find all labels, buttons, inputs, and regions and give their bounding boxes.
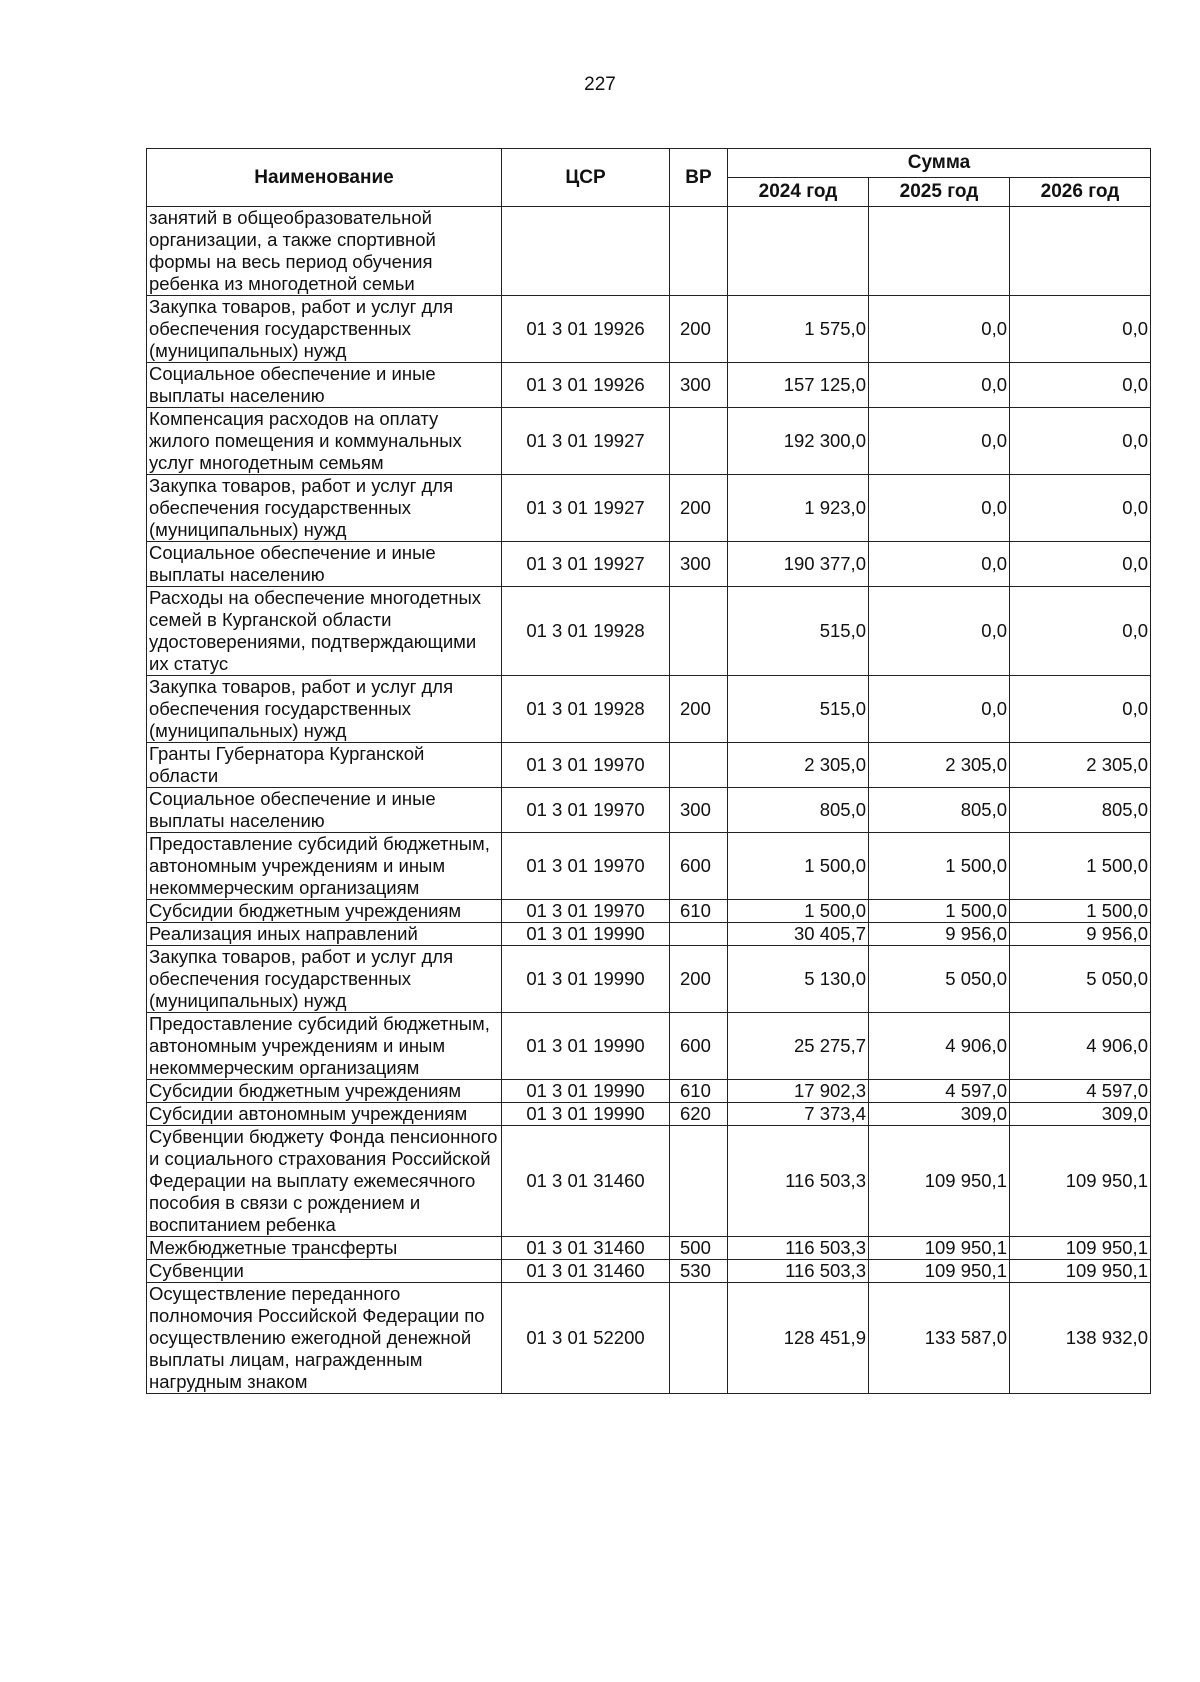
row-sum-2024: 192 300,0 <box>728 408 869 475</box>
row-name: Субсидии бюджетным учреждениям <box>147 900 502 923</box>
row-csr: 01 3 01 31460 <box>502 1237 670 1260</box>
row-name: Субсидии бюджетным учреждениям <box>147 1080 502 1103</box>
row-name: Субсидии автономным учреждениям <box>147 1103 502 1126</box>
row-name: Субвенции бюджету Фонда пенсионного и социального страхования Российской Федерации на выплату ежемесячного пособия в связи с рождением и воспитанием ребенка <box>147 1126 502 1237</box>
header-year-2024: 2024 год <box>728 178 869 207</box>
table-row <box>147 408 1151 475</box>
table-row <box>147 296 1151 363</box>
row-sum-2025: 4 906,0 <box>869 1013 1010 1080</box>
row-vr: 600 <box>670 1013 728 1080</box>
row-csr: 01 3 01 52200 <box>502 1283 670 1394</box>
row-vr: 200 <box>670 296 728 363</box>
table-row <box>147 1126 1151 1237</box>
header-sum: Сумма <box>728 149 1151 178</box>
table-row <box>147 1237 1151 1260</box>
row-sum-2026: 309,0 <box>1010 1103 1151 1126</box>
row-vr: 200 <box>670 946 728 1013</box>
table-row <box>147 833 1151 900</box>
row-sum-2024: 1 500,0 <box>728 833 869 900</box>
row-sum-2024 <box>728 207 869 296</box>
row-name: Осуществление переданного полномочия Российской Федерации по осуществлению ежегодной денежной выплаты лицам, награжденным нагрудным знаком <box>147 1283 502 1394</box>
table-row <box>147 900 1151 923</box>
row-name: Закупка товаров, работ и услуг для обеспечения государственных (муниципальных) нужд <box>147 475 502 542</box>
row-sum-2024: 1 500,0 <box>728 900 869 923</box>
row-sum-2024: 128 451,9 <box>728 1283 869 1394</box>
row-sum-2026: 109 950,1 <box>1010 1260 1151 1283</box>
table-row <box>147 475 1151 542</box>
row-sum-2024: 157 125,0 <box>728 363 869 408</box>
row-sum-2024: 2 305,0 <box>728 743 869 788</box>
row-sum-2024: 1 575,0 <box>728 296 869 363</box>
row-sum-2026: 9 956,0 <box>1010 923 1151 946</box>
row-sum-2025: 0,0 <box>869 676 1010 743</box>
row-sum-2025: 309,0 <box>869 1103 1010 1126</box>
row-sum-2026: 0,0 <box>1010 542 1151 587</box>
table-row <box>147 1260 1151 1283</box>
row-sum-2025: 109 950,1 <box>869 1260 1010 1283</box>
row-name: Гранты Губернатора Курганской области <box>147 743 502 788</box>
row-csr: 01 3 01 31460 <box>502 1126 670 1237</box>
row-sum-2026: 0,0 <box>1010 475 1151 542</box>
table-row <box>147 946 1151 1013</box>
row-sum-2026: 805,0 <box>1010 788 1151 833</box>
table-row <box>147 1283 1151 1394</box>
row-csr: 01 3 01 19970 <box>502 743 670 788</box>
row-vr: 610 <box>670 1080 728 1103</box>
row-sum-2025: 1 500,0 <box>869 900 1010 923</box>
header-csr: ЦСР <box>502 149 670 207</box>
row-sum-2024: 190 377,0 <box>728 542 869 587</box>
table-row <box>147 1080 1151 1103</box>
row-sum-2026: 0,0 <box>1010 676 1151 743</box>
row-sum-2024: 515,0 <box>728 587 869 676</box>
row-name: Социальное обеспечение и иные выплаты населению <box>147 363 502 408</box>
row-sum-2025: 805,0 <box>869 788 1010 833</box>
row-sum-2026: 109 950,1 <box>1010 1126 1151 1237</box>
row-vr: 200 <box>670 676 728 743</box>
row-vr: 620 <box>670 1103 728 1126</box>
row-name: Субвенции <box>147 1260 502 1283</box>
table-row <box>147 788 1151 833</box>
row-csr: 01 3 01 19926 <box>502 296 670 363</box>
table-row <box>147 1103 1151 1126</box>
row-sum-2025: 0,0 <box>869 542 1010 587</box>
row-csr: 01 3 01 19990 <box>502 1080 670 1103</box>
row-vr <box>670 1283 728 1394</box>
row-name: Социальное обеспечение и иные выплаты населению <box>147 542 502 587</box>
row-sum-2024: 1 923,0 <box>728 475 869 542</box>
row-sum-2025: 0,0 <box>869 296 1010 363</box>
row-name: Компенсация расходов на оплату жилого помещения и коммунальных услуг многодетным семьям <box>147 408 502 475</box>
table-header <box>147 149 1151 207</box>
row-vr: 610 <box>670 900 728 923</box>
row-sum-2026: 4 906,0 <box>1010 1013 1151 1080</box>
row-sum-2025 <box>869 207 1010 296</box>
row-sum-2024: 805,0 <box>728 788 869 833</box>
table-row <box>147 363 1151 408</box>
row-csr: 01 3 01 19970 <box>502 833 670 900</box>
row-name: Закупка товаров, работ и услуг для обеспечения государственных (муниципальных) нужд <box>147 296 502 363</box>
row-vr: 300 <box>670 788 728 833</box>
row-sum-2026: 1 500,0 <box>1010 900 1151 923</box>
row-sum-2026: 0,0 <box>1010 408 1151 475</box>
row-sum-2026: 5 050,0 <box>1010 946 1151 1013</box>
table-row <box>147 743 1151 788</box>
row-csr: 01 3 01 19926 <box>502 363 670 408</box>
table-row <box>147 1013 1151 1080</box>
row-csr: 01 3 01 19928 <box>502 676 670 743</box>
row-csr: 01 3 01 19970 <box>502 900 670 923</box>
row-vr: 300 <box>670 363 728 408</box>
row-csr: 01 3 01 19927 <box>502 475 670 542</box>
row-sum-2025: 4 597,0 <box>869 1080 1010 1103</box>
header-name: Наименование <box>147 149 502 207</box>
row-csr: 01 3 01 19990 <box>502 1013 670 1080</box>
row-sum-2024: 515,0 <box>728 676 869 743</box>
table-row <box>147 207 1151 296</box>
row-sum-2025: 9 956,0 <box>869 923 1010 946</box>
row-name: занятий в общеобразовательной организации, а также спортивной формы на весь период обучения ребенка из многодетной семьи <box>147 207 502 296</box>
row-sum-2026: 138 932,0 <box>1010 1283 1151 1394</box>
row-vr: 600 <box>670 833 728 900</box>
row-name: Расходы на обеспечение многодетных семей в Курганской области удостоверениями, подтверждающими их статус <box>147 587 502 676</box>
row-sum-2026: 0,0 <box>1010 363 1151 408</box>
row-sum-2026: 0,0 <box>1010 587 1151 676</box>
row-sum-2026: 2 305,0 <box>1010 743 1151 788</box>
row-csr: 01 3 01 19928 <box>502 587 670 676</box>
row-vr <box>670 408 728 475</box>
row-sum-2026: 4 597,0 <box>1010 1080 1151 1103</box>
row-vr <box>670 923 728 946</box>
row-sum-2024: 116 503,3 <box>728 1237 869 1260</box>
row-csr: 01 3 01 19990 <box>502 946 670 1013</box>
row-sum-2026: 109 950,1 <box>1010 1237 1151 1260</box>
table-row <box>147 923 1151 946</box>
row-sum-2024: 30 405,7 <box>728 923 869 946</box>
row-sum-2025: 1 500,0 <box>869 833 1010 900</box>
row-vr <box>670 743 728 788</box>
row-sum-2025: 0,0 <box>869 587 1010 676</box>
row-sum-2026 <box>1010 207 1151 296</box>
row-sum-2026: 1 500,0 <box>1010 833 1151 900</box>
header-year-2026: 2026 год <box>1010 178 1151 207</box>
row-vr: 200 <box>670 475 728 542</box>
row-sum-2025: 2 305,0 <box>869 743 1010 788</box>
row-vr <box>670 207 728 296</box>
row-csr: 01 3 01 19970 <box>502 788 670 833</box>
table-row <box>147 676 1151 743</box>
row-name: Закупка товаров, работ и услуг для обеспечения государственных (муниципальных) нужд <box>147 946 502 1013</box>
row-sum-2025: 0,0 <box>869 363 1010 408</box>
row-csr <box>502 207 670 296</box>
page-number: 227 <box>584 74 616 95</box>
row-sum-2024: 116 503,3 <box>728 1260 869 1283</box>
row-vr <box>670 1126 728 1237</box>
table-body <box>147 207 1151 1394</box>
row-sum-2026: 0,0 <box>1010 296 1151 363</box>
row-vr: 500 <box>670 1237 728 1260</box>
row-csr: 01 3 01 19990 <box>502 1103 670 1126</box>
row-vr: 530 <box>670 1260 728 1283</box>
row-name: Закупка товаров, работ и услуг для обеспечения государственных (муниципальных) нужд <box>147 676 502 743</box>
row-name: Социальное обеспечение и иные выплаты населению <box>147 788 502 833</box>
budget-table <box>146 148 1151 1394</box>
row-name: Межбюджетные трансферты <box>147 1237 502 1260</box>
row-sum-2025: 0,0 <box>869 408 1010 475</box>
row-sum-2024: 5 130,0 <box>728 946 869 1013</box>
row-sum-2025: 133 587,0 <box>869 1283 1010 1394</box>
row-csr: 01 3 01 19990 <box>502 923 670 946</box>
row-sum-2024: 116 503,3 <box>728 1126 869 1237</box>
table-row <box>147 587 1151 676</box>
row-csr: 01 3 01 19927 <box>502 542 670 587</box>
row-name: Реализация иных направлений <box>147 923 502 946</box>
row-sum-2024: 7 373,4 <box>728 1103 869 1126</box>
row-sum-2025: 0,0 <box>869 475 1010 542</box>
row-csr: 01 3 01 19927 <box>502 408 670 475</box>
row-sum-2024: 17 902,3 <box>728 1080 869 1103</box>
row-name: Предоставление субсидий бюджетным, автономным учреждениям и иным некоммерческим организациям <box>147 833 502 900</box>
header-year-2025: 2025 год <box>869 178 1010 207</box>
header-vr: ВР <box>670 149 728 207</box>
row-sum-2025: 5 050,0 <box>869 946 1010 1013</box>
table-row <box>147 542 1151 587</box>
row-vr <box>670 587 728 676</box>
row-vr: 300 <box>670 542 728 587</box>
row-sum-2025: 109 950,1 <box>869 1126 1010 1237</box>
row-sum-2024: 25 275,7 <box>728 1013 869 1080</box>
row-sum-2025: 109 950,1 <box>869 1237 1010 1260</box>
row-name: Предоставление субсидий бюджетным, автономным учреждениям и иным некоммерческим организациям <box>147 1013 502 1080</box>
row-csr: 01 3 01 31460 <box>502 1260 670 1283</box>
